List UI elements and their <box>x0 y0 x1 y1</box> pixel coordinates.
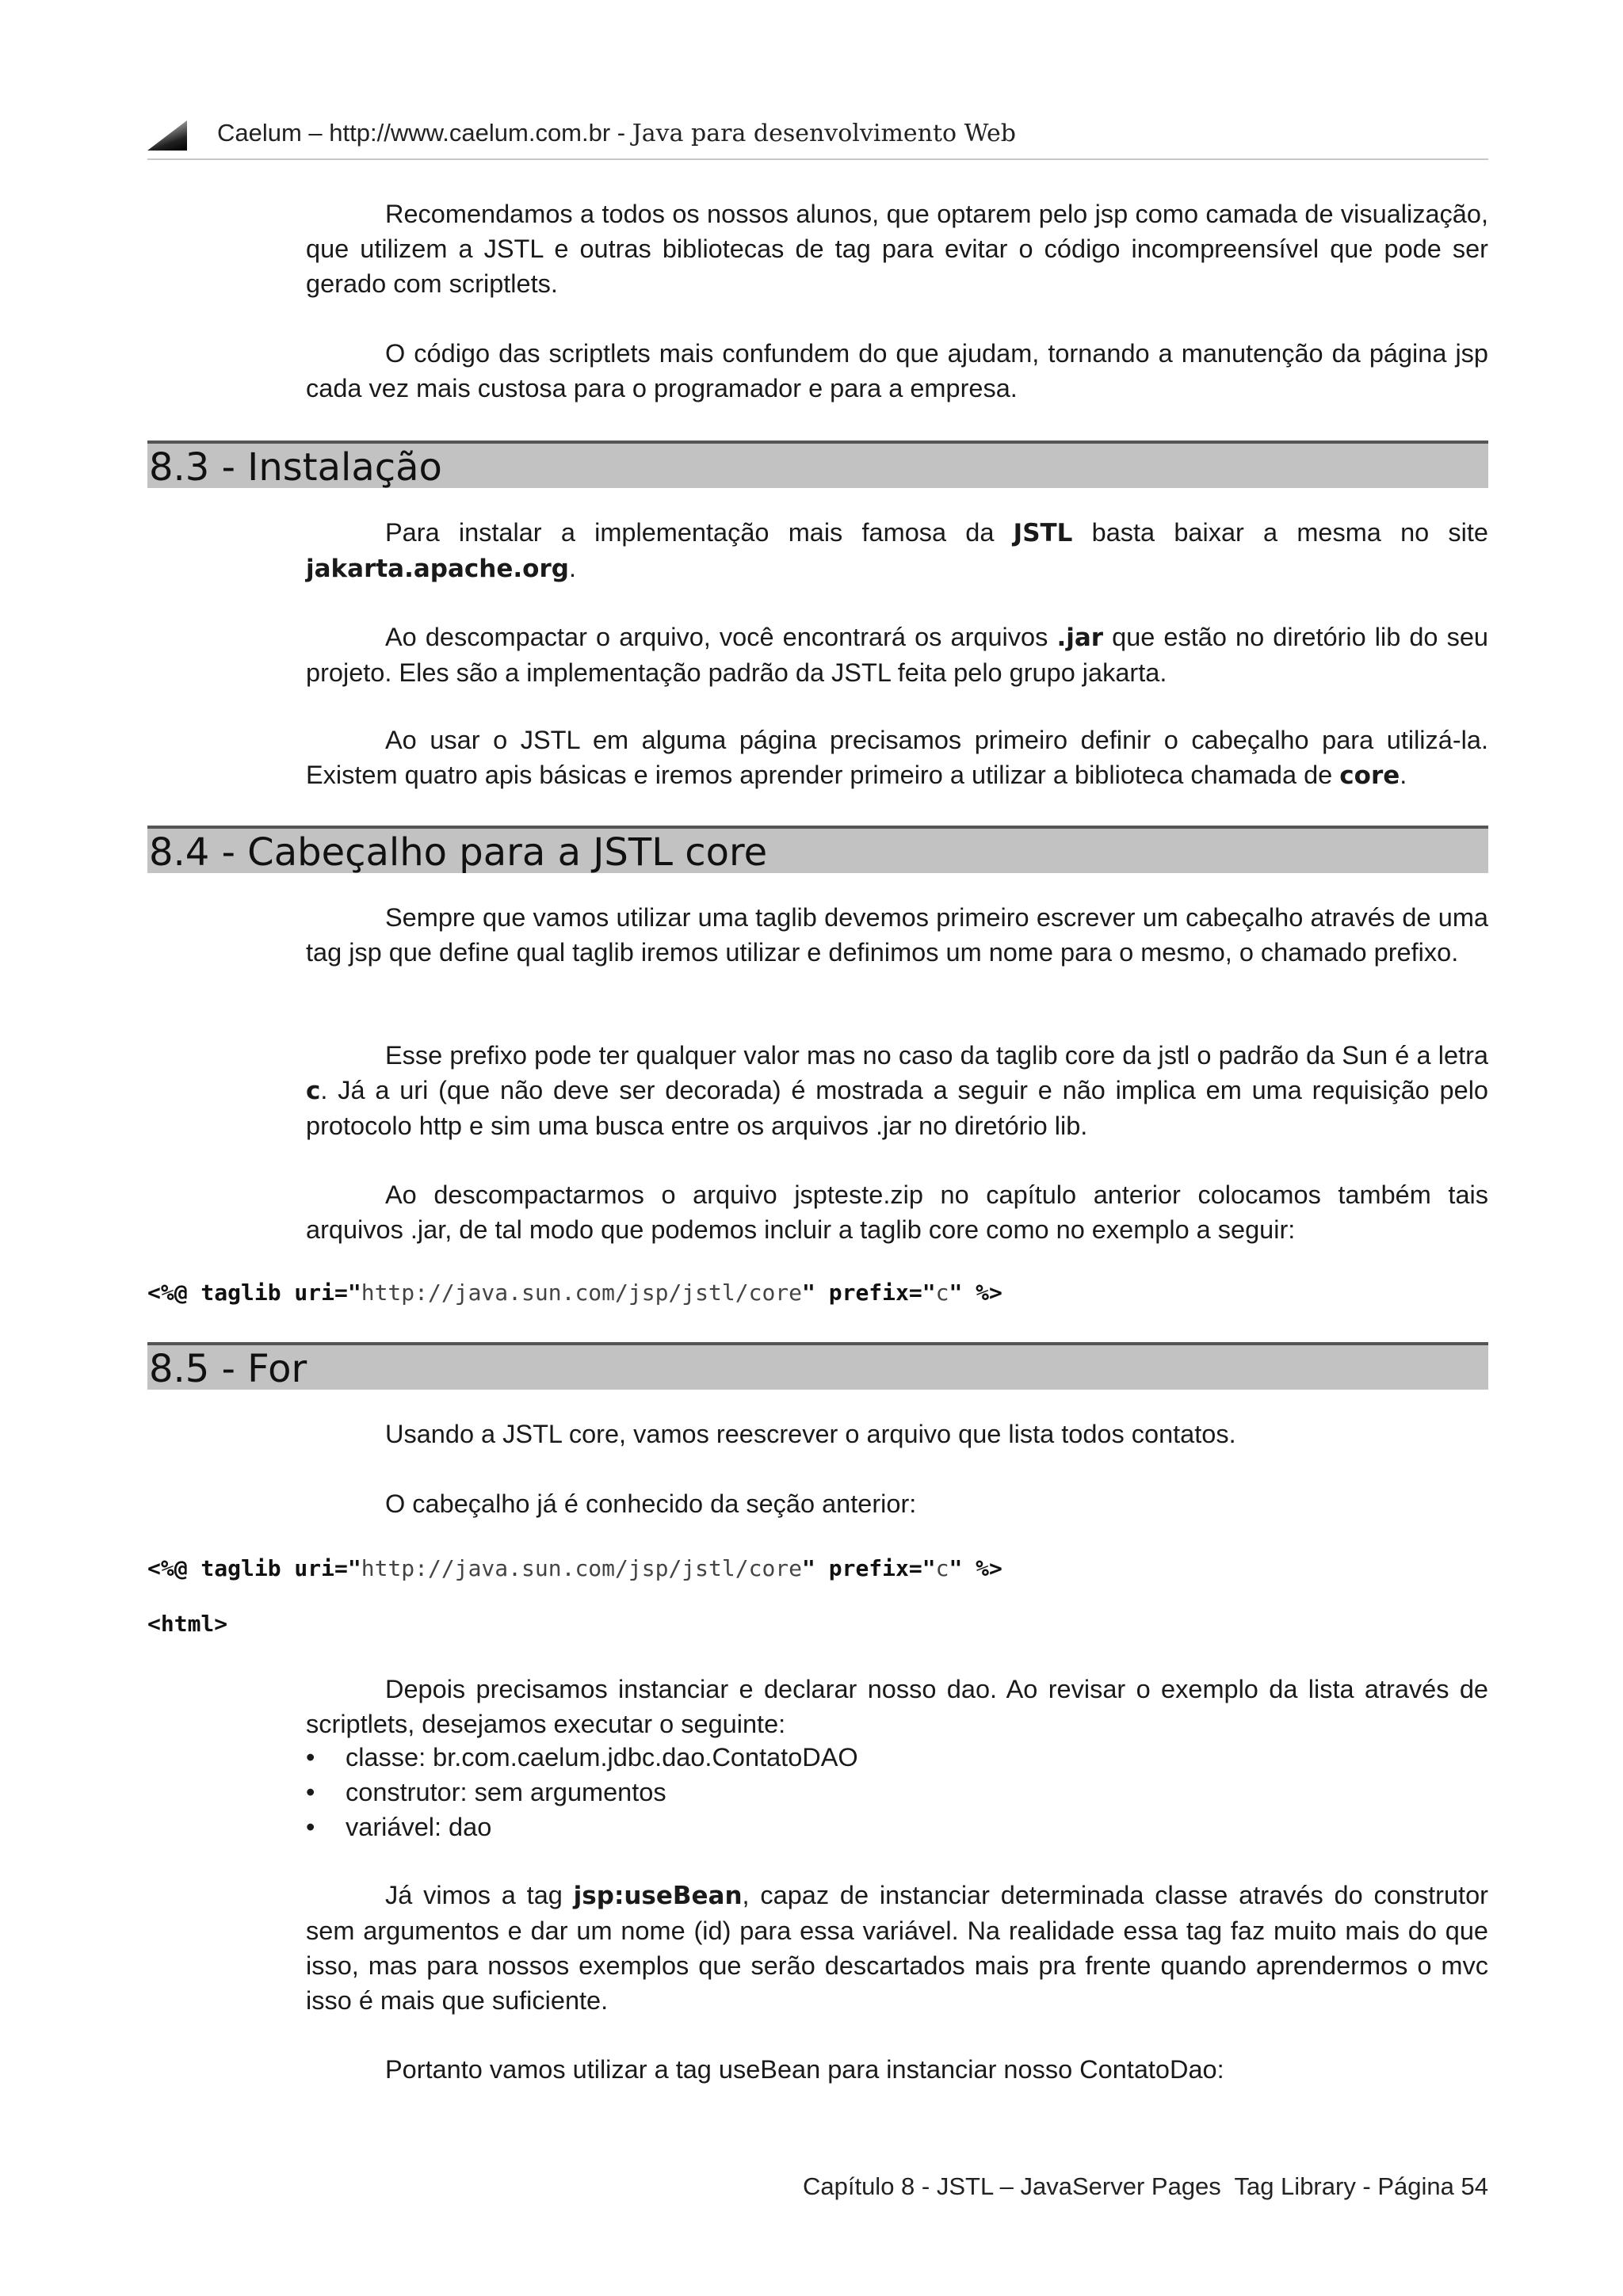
list-item: • construtor: sem argumentos <box>306 1775 858 1810</box>
paragraph: Depois precisamos instanciar e declarar nosso dao. Ao revisar o exemplo da lista através de scriptlets, desejamos executar o seguinte: <box>306 1675 1488 1738</box>
code-html-tag: <html> <box>147 1611 228 1637</box>
list-item: • variável: dao <box>306 1810 858 1844</box>
paragraph: Já vimos a tag jsp:useBean, capaz de instanciar determinada classe através do construtor sem argumentos e dar um nome (id) para essa variável. Na realidade essa tag faz muito mais do que isso, mas para nossos exemplos que serão descartados mais pra frente quando aprendermos o mvc isso é mais que suficiente. <box>306 1881 1488 2015</box>
page-footer: Capítulo 8 - JSTL – JavaServer Pages Tag Library - Página 54 <box>802 2172 1488 2200</box>
header-text: Caelum – http://www.caelum.com.br - Java para desenvolvimento Web <box>217 119 1016 147</box>
paragraph: Ao descompactarmos o arquivo jspteste.zip no capítulo anterior colocamos também tais arquivos .jar, de tal modo que podemos incluir a taglib core como no exemplo a seguir: <box>306 1180 1488 1244</box>
paragraph: Recomendamos a todos os nossos alunos, que optarem pelo jsp como camada de visualização, que utilizem a JSTL e outras bibliotecas de tag para evitar o código incompreensível que pode ser gerado com scriptlets. <box>306 200 1488 298</box>
section-heading-8-4: 8.4 - Cabeçalho para a JSTL core <box>147 826 1488 873</box>
code-taglib: <%@ taglib uri="http://java.sun.com/jsp/jstl/core" prefix="c" %> <box>147 1555 1002 1581</box>
section-heading-8-5: 8.5 - For <box>147 1342 1488 1390</box>
bullet-list <box>306 1740 858 1844</box>
code-taglib: <%@ taglib uri="http://java.sun.com/jsp/jstl/core" prefix="c" %> <box>147 1280 1002 1306</box>
paragraph: Sempre que vamos utilizar uma taglib devemos primeiro escrever um cabeçalho através de uma tag jsp que define qual taglib iremos utilizar e definimos um nome para o mesmo, o chamado prefixo. <box>306 903 1488 967</box>
paragraph: O código das scriptlets mais confundem do que ajudam, tornando a manutenção da página jsp cada vez mais custosa para o programador e para a empresa. <box>306 339 1488 402</box>
paragraph: Esse prefixo pode ter qualquer valor mas no caso da taglib core da jstl o padrão da Sun é a letra c. Já a uri (que não deve ser decorada) é mostrada a seguir e não implica em uma requisição pelo protocolo http e sim uma busca entre os arquivos .jar no diretório lib. <box>306 1041 1488 1140</box>
caelum-logo-icon <box>147 120 187 151</box>
paragraph: Usando a JSTL core, vamos reescrever o arquivo que lista todos contatos. <box>385 1420 1236 1448</box>
paragraph: O cabeçalho já é conhecido da seção anterior: <box>385 1489 917 1518</box>
section-heading-8-3: 8.3 - Instalação <box>147 441 1488 488</box>
list-item: • classe: br.com.caelum.jdbc.dao.ContatoDAO <box>306 1740 858 1775</box>
paragraph: Portanto vamos utilizar a tag useBean para instanciar nosso ContatoDao: <box>385 2055 1224 2084</box>
paragraph: Ao descompactar o arquivo, você encontrará os arquivos .jar que estão no diretório lib do seu projeto. Eles são a implementação padrão da JSTL feita pelo grupo jakarta. <box>306 623 1488 687</box>
paragraph: Ao usar o JSTL em alguma página precisamos primeiro definir o cabeçalho para utilizá-la. Existem quatro apis básicas e iremos aprender primeiro a utilizar a biblioteca chamada de core. <box>306 726 1488 790</box>
paragraph: Para instalar a implementação mais famosa da JSTL basta baixar a mesma no site jakarta.apache.org. <box>306 518 1489 583</box>
page-header <box>147 117 1488 160</box>
